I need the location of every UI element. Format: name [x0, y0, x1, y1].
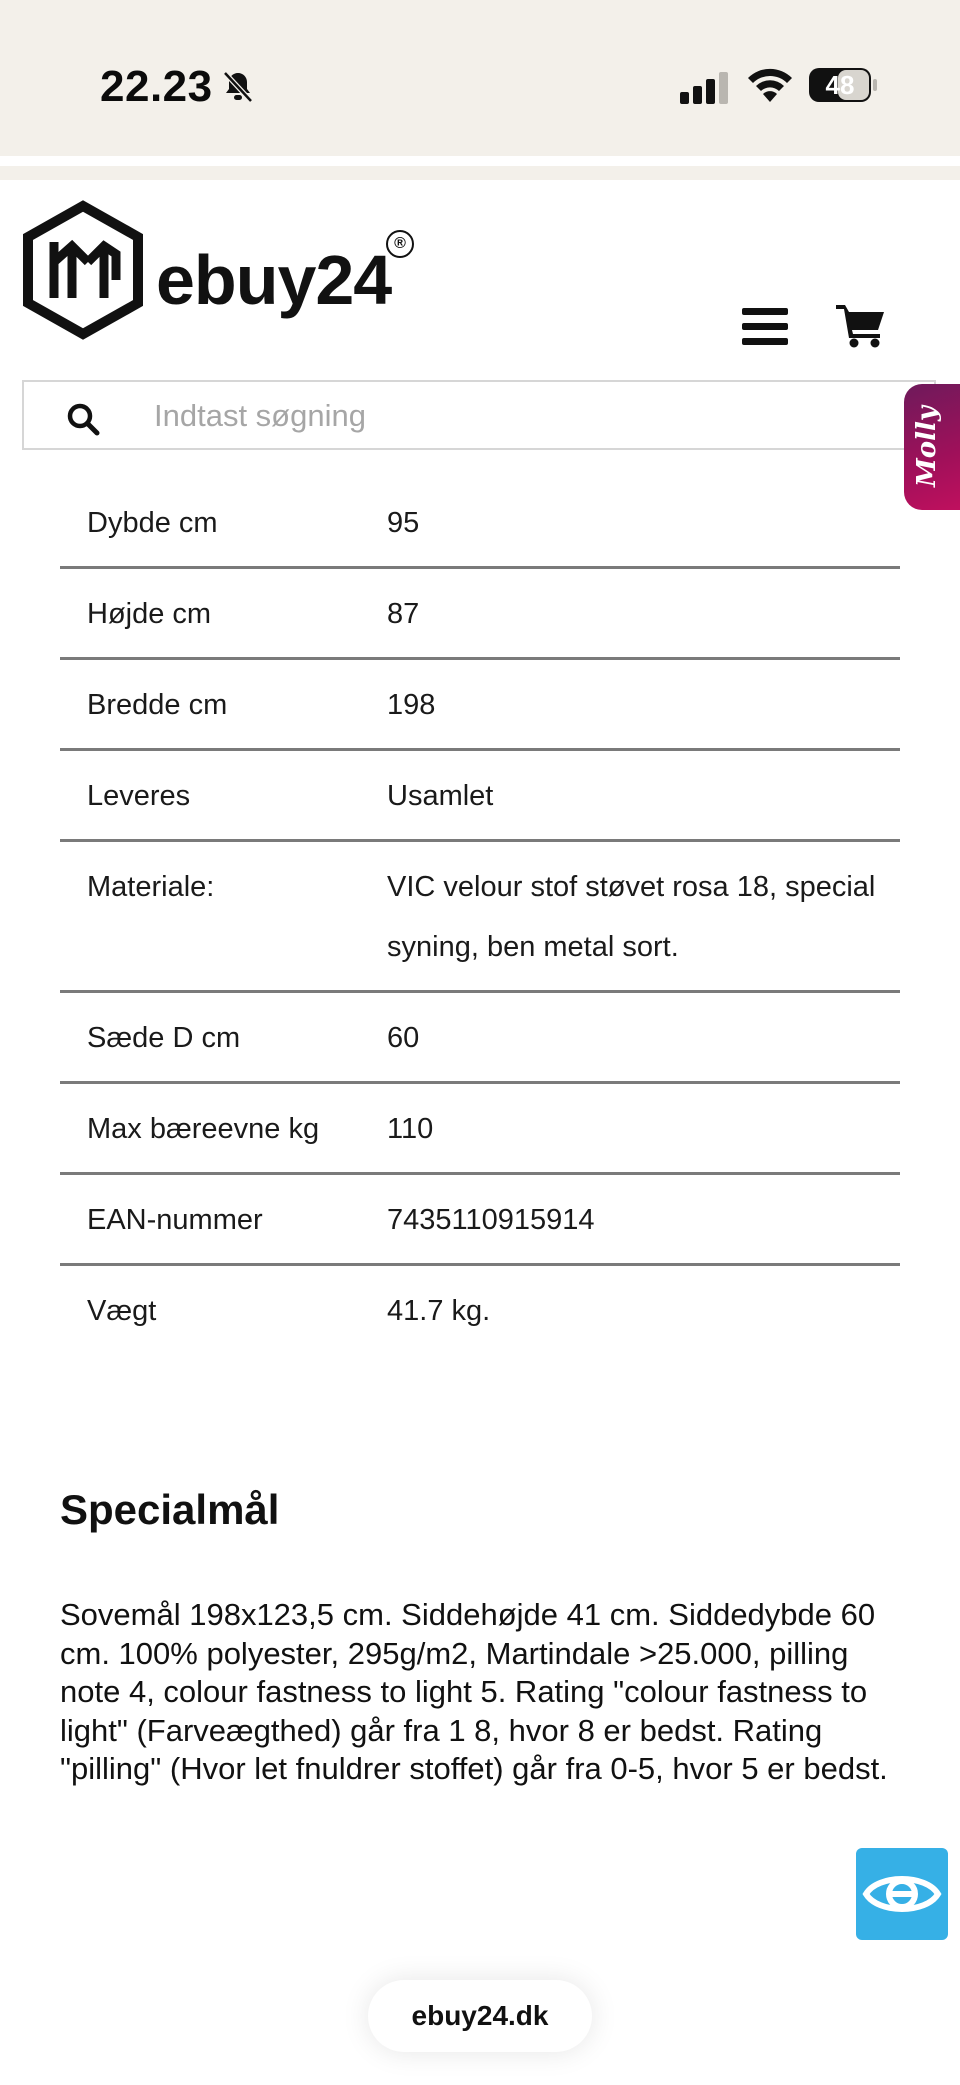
- spec-table: [60, 478, 900, 1354]
- bell-off-icon: [222, 70, 254, 104]
- search-input[interactable]: [152, 382, 856, 450]
- spec-value: 7435110915914: [387, 1204, 595, 1236]
- registered-mark: ®: [386, 230, 414, 258]
- spec-label: Sæde D cm: [87, 1022, 241, 1054]
- table-row: [60, 750, 900, 841]
- spec-label: Max bæreevne kg: [87, 1113, 320, 1145]
- battery-level: 48: [825, 70, 855, 100]
- table-row: [60, 1083, 900, 1174]
- spec-value: Usamlet: [387, 780, 494, 812]
- search-bar: [22, 380, 936, 450]
- spec-label: EAN-nummer: [87, 1204, 263, 1236]
- table-row: [60, 478, 900, 568]
- status-bar: [0, 0, 960, 156]
- table-row: [60, 1265, 900, 1355]
- spec-value: 198: [387, 689, 436, 721]
- spec-label: Dybde cm: [87, 507, 218, 539]
- hex-logo-icon: [20, 200, 146, 342]
- table-row: [60, 568, 900, 659]
- spec-value: 41.7 kg.: [387, 1295, 491, 1327]
- wifi-icon: [746, 66, 794, 104]
- section-text: Sovemål 198x123,5 cm. Siddehøjde 41 cm. Siddedybde 60 cm. 100% polyester, 295g/m2, Martindale >25.000, pilling note 4, colour fastness to light 5. Rating "colour fastness to light" (Farveægthed) går fra 1 8, hvor 8 er bedst. Rating "pilling" (Hvor let fnuldrer stoffet) går fra 0-5, hvor 5 er bedst.: [60, 1597, 888, 1786]
- site-header: [0, 180, 960, 380]
- table-row: [60, 841, 900, 992]
- table-row: [60, 1174, 900, 1265]
- table-row: [60, 659, 900, 750]
- divider: [0, 166, 960, 180]
- spec-value: VIC velour stof støvet rosa 18, special syning, ben metal sort.: [387, 871, 876, 963]
- spec-value: 87: [387, 598, 420, 630]
- spec-value: 60: [387, 1022, 420, 1054]
- table-row: [60, 992, 900, 1083]
- chat-tab-label: Molly: [912, 406, 942, 487]
- chat-tab-molly[interactable]: [904, 384, 960, 510]
- spec-label: Bredde cm: [87, 689, 228, 721]
- brand-name: ebuy24: [156, 241, 392, 319]
- spec-value: 110: [387, 1113, 434, 1145]
- accessibility-button[interactable]: [856, 1848, 948, 1940]
- status-time: 22.23: [100, 62, 213, 111]
- cart-icon[interactable]: [836, 302, 886, 348]
- cellular-signal-icon: [680, 70, 732, 104]
- accessibility-eye-icon: [856, 1848, 948, 1940]
- spec-label: Højde cm: [87, 598, 212, 630]
- logo[interactable]: [20, 200, 420, 342]
- divider: [0, 156, 960, 166]
- battery-icon: [808, 66, 878, 104]
- url-bar[interactable]: ebuy24.dk: [368, 1980, 592, 2052]
- spec-label: Vægt: [87, 1295, 157, 1327]
- spec-label: Materiale:: [87, 871, 215, 903]
- search-icon[interactable]: [66, 402, 100, 436]
- spec-value: 95: [387, 507, 420, 539]
- menu-icon[interactable]: [742, 308, 788, 346]
- section-title: Specialmål: [60, 1486, 280, 1533]
- spec-label: Leveres: [87, 780, 191, 812]
